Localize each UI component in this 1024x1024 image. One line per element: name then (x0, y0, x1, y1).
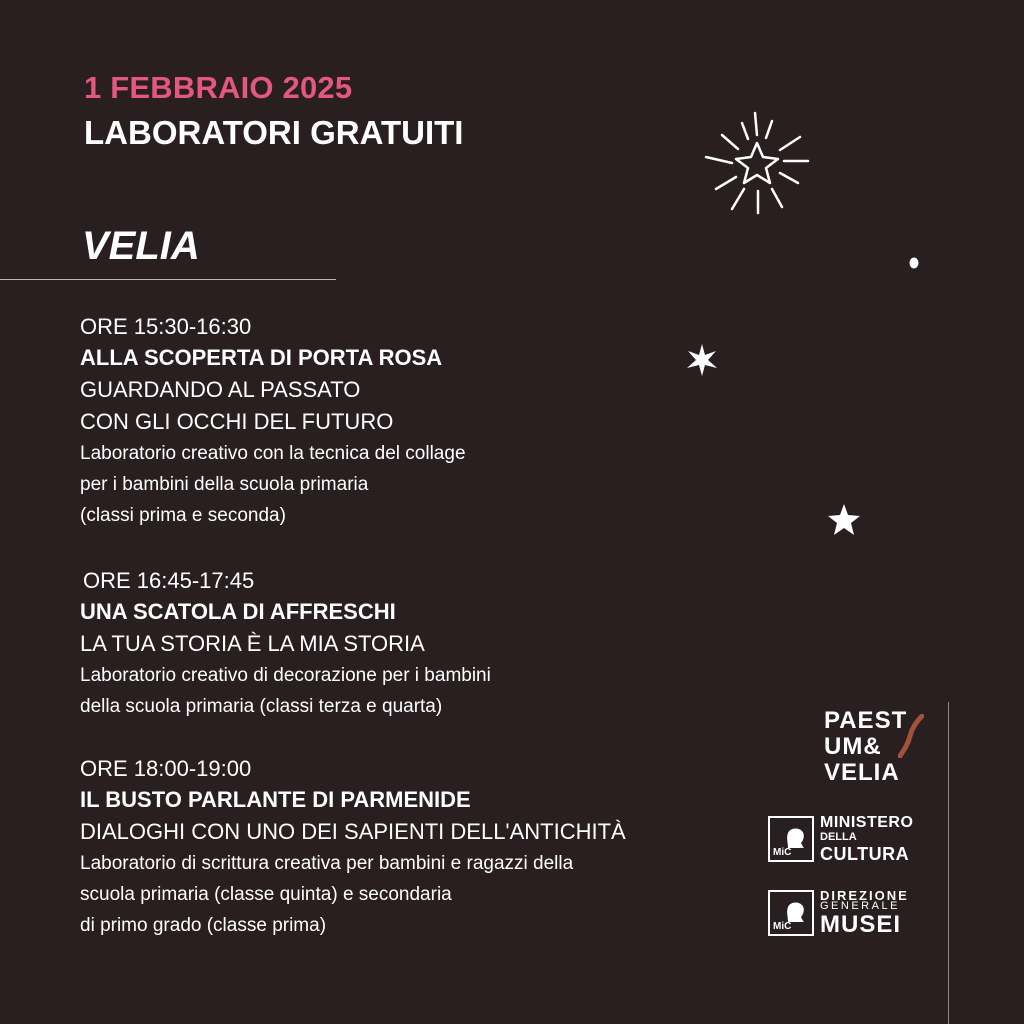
paestum-velia-logo (824, 708, 934, 790)
event-subtitle-line: CON GLI OCCHI DEL FUTURO (80, 409, 394, 434)
logo-line: DIREZIONE (820, 888, 909, 903)
sparkle-star-icon (700, 105, 815, 220)
event-time: ORE 18:00-19:00 (80, 756, 252, 781)
event-block-2 (80, 566, 720, 722)
logo-divider (948, 702, 949, 1024)
event-subtitle-line: LA TUA STORIA È LA MIA STORIA (80, 631, 425, 656)
event-time: ORE 16:45-17:45 (83, 568, 255, 593)
event-description-line: Laboratorio creativo di decorazione per i bambini (80, 665, 491, 686)
event-description-line: della scuola primaria (classi terza e quarta) (80, 696, 443, 717)
location-heading: VELIA (82, 224, 200, 268)
event-description-line: scuola primaria (classe quinta) e secondaria (80, 884, 452, 905)
dot-icon (908, 256, 920, 270)
mic-label: MiC (773, 847, 792, 858)
logo-line: VELIA (824, 759, 900, 786)
page-title: LABORATORI GRATUITI (84, 114, 464, 151)
diver-figure-icon (898, 714, 924, 758)
logo-line: PAEST (824, 707, 908, 734)
event-description-line: Laboratorio creativo con la tecnica del collage (80, 443, 466, 464)
logo-line: MUSEI (820, 911, 902, 938)
event-subtitle-line: GUARDANDO AL PASSATO (80, 377, 361, 402)
event-description-line: per i bambini della scuola primaria (80, 474, 369, 495)
heading-divider (0, 279, 336, 280)
mic-emblem (768, 890, 814, 936)
logo-line: GENERALE (820, 900, 900, 912)
mic-label: MiC (773, 921, 792, 932)
event-subtitle-line: DIALOGHI CON UNO DEI SAPIENTI DELL'ANTICHITÀ (80, 819, 626, 844)
event-block-3 (80, 754, 720, 941)
five-point-star-icon (826, 502, 862, 538)
direzione-musei-logo (768, 888, 938, 942)
event-description-line: (classi prima e seconda) (80, 505, 286, 526)
event-block-1 (80, 312, 720, 531)
logo-line: UM& (824, 733, 882, 760)
event-description-line: di primo grado (classe prima) (80, 915, 327, 936)
event-title: IL BUSTO PARLANTE DI PARMENIDE (80, 787, 471, 812)
event-title: UNA SCATOLA DI AFFRESCHI (80, 599, 396, 624)
event-date: 1 FEBBRAIO 2025 (84, 70, 353, 105)
logo-line: CULTURA (820, 844, 910, 864)
event-time: ORE 15:30-16:30 (80, 314, 252, 339)
logo-line: DELLA (820, 831, 857, 843)
ministero-cultura-logo (768, 814, 938, 868)
event-title: ALLA SCOPERTA DI PORTA ROSA (80, 345, 443, 370)
event-description-line: Laboratorio di scrittura creativa per bambini e ragazzi della (80, 853, 574, 874)
mic-emblem (768, 816, 814, 862)
logo-line: MINISTERO (820, 814, 914, 831)
